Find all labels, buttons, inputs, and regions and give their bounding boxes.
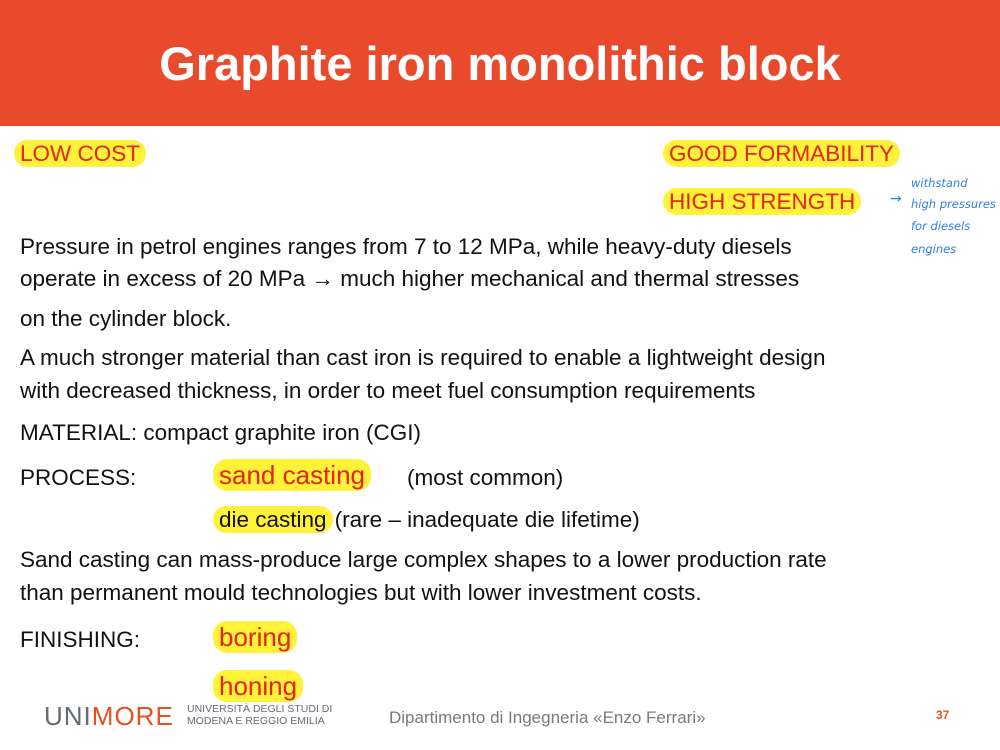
annotation-line-2: high pressures bbox=[911, 197, 996, 211]
finishing-boring bbox=[213, 621, 297, 653]
process-die-casting bbox=[213, 504, 640, 536]
annotation-arrow-icon: → bbox=[890, 191, 902, 207]
annotation-line-4: engines bbox=[911, 242, 957, 256]
department-name: Dipartimento di Ingegneria «Enzo Ferrari» bbox=[389, 708, 706, 727]
university-line-2: MODENA E REGGIO EMILIA bbox=[187, 715, 325, 727]
pressure-text-line-3: on the cylinder block. bbox=[20, 306, 232, 331]
page-number: 37 bbox=[936, 708, 950, 722]
tag-high-strength-label: HIGH STRENGTH bbox=[663, 188, 861, 215]
logo-uni: UNI bbox=[44, 701, 92, 731]
tag-high-strength bbox=[663, 186, 861, 218]
sand-text-line-1: Sand casting can mass-produce large complex shapes to a lower production rate bbox=[20, 547, 827, 572]
finishing-honing-label: honing bbox=[213, 670, 303, 702]
university-line-1: UNIVERSITÀ DEGLI STUDI DI bbox=[187, 703, 333, 715]
sand-text-line-2: than permanent mould technologies but with lower investment costs. bbox=[20, 580, 702, 605]
finishing-honing bbox=[213, 670, 303, 702]
process-die-casting-label: die casting bbox=[213, 506, 333, 533]
process-sand-casting bbox=[213, 459, 371, 491]
process-sand-casting-label: sand casting bbox=[213, 459, 371, 491]
material-text-line-2: with decreased thickness, in order to meet fuel consumption requirements bbox=[20, 378, 756, 403]
pressure-text-line-2 bbox=[20, 263, 799, 295]
process-die-note: (rare – inadequate die lifetime) bbox=[334, 507, 640, 532]
university-name bbox=[187, 703, 332, 727]
tag-low-cost-label: LOW COST bbox=[14, 140, 146, 167]
tag-low-cost bbox=[14, 138, 146, 170]
logo-more: MORE bbox=[91, 701, 174, 731]
annotation-line-3: for diesels bbox=[911, 219, 971, 233]
right-arrow-icon: → bbox=[311, 266, 334, 291]
finishing-label: FINISHING: bbox=[20, 627, 141, 652]
pressure-text-line-1: Pressure in petrol engines ranges from 7 to 12 MPa, while heavy-duty diesels bbox=[20, 234, 792, 259]
pressure-text-line-2b: much higher mechanical and thermal stresses bbox=[340, 266, 800, 291]
pressure-text-line-2a: operate in excess of 20 MPa bbox=[20, 266, 306, 291]
tag-good-formability bbox=[663, 138, 900, 170]
process-sand-note: (most common) bbox=[407, 465, 564, 490]
material-statement: MATERIAL: compact graphite iron (CGI) bbox=[20, 420, 421, 445]
process-label: PROCESS: bbox=[20, 465, 137, 490]
finishing-boring-label: boring bbox=[213, 621, 297, 653]
slide-title: Graphite iron monolithic block bbox=[159, 37, 841, 90]
unimore-logo bbox=[44, 701, 174, 731]
tag-good-formability-label: GOOD FORMABILITY bbox=[663, 140, 900, 167]
material-text-line-1: A much stronger material than cast iron is required to enable a lightweight design bbox=[20, 345, 826, 370]
annotation-line-1: withstand bbox=[911, 176, 968, 190]
